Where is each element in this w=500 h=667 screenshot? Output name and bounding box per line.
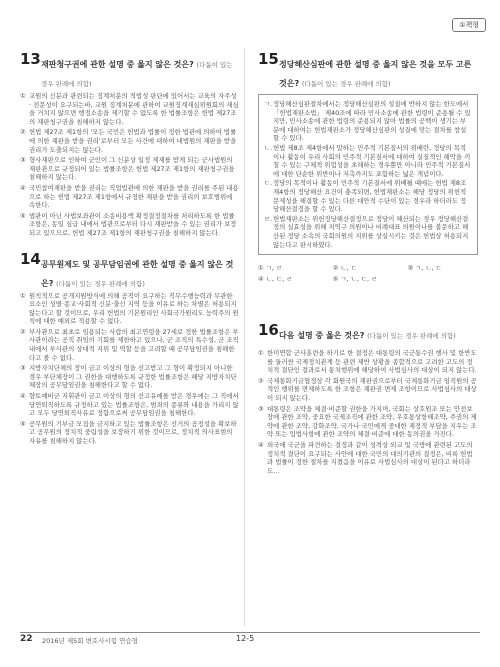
- option-mark: ①: [258, 349, 264, 358]
- question-16-header: [258, 323, 478, 347]
- page-footer: [0, 632, 500, 667]
- question-15-header: [258, 52, 478, 90]
- statement-text: 정당해산심판절차에서는 정당해산심판의 성질에 반하지 않는 한도에서 「헌법재판소법」 제40조에 따라 민사소송에 관한 법령이 준용될 수 있지만, 민사소송에 관한 법령의 준용되지 않아 법률의 공백이 생기는 부분에 대하여는 헌법재판소가 정당해산심판의 성질에 맞는 절차를 창설할 수 있다.: [273, 100, 471, 143]
- question-16-note: (다툼이 있는 경우 판례에 의함): [367, 332, 456, 341]
- question-16-options: [258, 349, 478, 475]
- option[interactable]: [20, 184, 240, 210]
- question-15-title: 정당해산심판에 관한 설명 중 옳지 않은 것을 모두 고른 것은? (다툼이 있는 경우 판례에 의함): [279, 60, 472, 88]
- option-text: 공무원의 기부금 모집을 금지하고 있는 법률조항은 선거의 공정성을 확보하고 공무원의 정치적 중립성을 보장하기 위한 것이므로, 정치적 의사표현의 자유를 침해하지 않는다.: [29, 419, 237, 445]
- option-mark: ②: [20, 327, 26, 336]
- option-mark: ⑤: [20, 211, 26, 220]
- choice[interactable]: ② ㄴ, ㄷ: [332, 264, 357, 273]
- option[interactable]: [20, 292, 240, 326]
- option-mark: ③: [258, 404, 264, 413]
- right-column: [258, 52, 478, 475]
- question-13-title: 재판청구권에 관한 설명 중 옳지 않은 것은? (다툼이 있는 경우 판례에 의함): [41, 60, 233, 88]
- option-text: 원칙적으로 공개지원방식에 의해 공직이 요구하는 직무수행능력과 무관한 요소인 성별·종교·사회적 신분·출신 지역 등을 이유로 하는 차별은 허용되지 않는다고 할 것이므로, 우리 헌법의 기본원리인 사회국가원리도 능력주의 원칙에 대한 예외로 적용할 수 없다.: [29, 291, 239, 326]
- statement-text: 헌법재판소는 위헌정당해산결정으로 정당이 해산되는 경우 정당해산결정의 실효성을 위해 지역구 의원이나 비례대표 의원이나를 불문하고 해산된 정당 소속의 국회의원의 지위를 상실시키는 것은 헌법상 허용되지 않는다고 판시하였다.: [273, 214, 469, 249]
- question-13-note: (다툼이 있는 경우 판례에 의함): [41, 61, 233, 88]
- question-14-title: 공무원제도 및 공무담임권에 관한 설명 중 옳지 않은 것은? (다툼이 있는 경우 판례에 의함): [41, 259, 234, 288]
- statement-item: [264, 215, 472, 249]
- statement-item: [264, 179, 472, 213]
- question-16-number: 16: [258, 321, 279, 340]
- statement-mark: ㄱ.: [264, 100, 273, 108]
- option-mark: ④: [20, 392, 26, 401]
- option-mark: ②: [258, 376, 264, 385]
- question-15-note: (다툼이 있는 경우 판례에 의함): [301, 80, 391, 88]
- option-text: 형사재판으로 인하여 군인이 그 신분상 일정 제재를 받게 되는 군사법원의 재판관으로 규정되어 있는 법률조항은 헌법 제27조 제1항의 재판청구권을 침해하지 않는다.: [29, 156, 235, 182]
- option-text: 대통령은 조약을 체결·비준할 권한을 가지며, 국회는 상호원조 또는 안전보장에 관한 조약, 중요한 국제조직에 관한 조약, 우호통상항해조약, 주권의 제약에 관한 조약, 강화조약, 국가나 국민에게 중대한 재정적 부담을 지우는 조약 또는 입법사항에 관한 조약의 체결·비준에 대한 동의권을 가진다.: [267, 404, 477, 439]
- option-text: 국민참여재판을 받을 권리는 직업법관에 의한 재판을 받을 권리를 주된 내용으로 하는 헌법 제27조 제1항에서 규정한 재판을 받을 권리의 보호범위에 속한다.: [29, 183, 239, 210]
- question-14-options: [20, 292, 240, 446]
- option[interactable]: [20, 364, 240, 390]
- option[interactable]: [20, 128, 240, 154]
- option[interactable]: [258, 349, 478, 375]
- option-text: 교원의 신분과 관련되는 징계처분의 적법성 판단에 있어서는 교육의 자주성 · 전문성이 요구되는바, 교원 징계처분에 관하여 교원징계재심위원회의 재심을 거치지 않으면 행정소송을 제기할 수 없도록 한 법률조항은 헌법 제27조의 재판청구권을 침해하지 않는다.: [29, 92, 239, 126]
- left-column: [20, 52, 240, 446]
- statement-mark: ㄷ.: [264, 179, 273, 188]
- option-text: 한미연합 군사훈련을 하기로 한 결정은 대통령의 국군통수권 행사 및 한반도를 둘러싼 국제정치관계 등 관련 제반 상황을 종합적으로 고려한 고도의 정치적 결단인 결과로서 통치행위에 해당하여 사법심사의 대상이 되지 않는다.: [267, 349, 477, 375]
- question-15-statement-box: [258, 94, 478, 255]
- option-text: 헌법 제27조 제1항의 '모든 국민은 헌법과 법률이 정한 법관에 의하여 법률에 의한 재판을 받을 권리'로부터 모든 사건에 대하여 대법원의 재판을 받을 권리가 도출되지는 않는다.: [29, 128, 237, 154]
- choice[interactable]: ④ ㄴ, ㄷ, ㄹ: [258, 275, 293, 284]
- statement-item: [264, 100, 472, 143]
- option-mark: ③: [20, 156, 26, 165]
- option[interactable]: [20, 420, 240, 446]
- question-14-note: (다툼이 있는 경우 판례에 의함): [56, 279, 145, 288]
- option[interactable]: [20, 92, 240, 126]
- question-15-number: 15: [258, 50, 279, 68]
- footer-rule: [20, 632, 480, 633]
- option-mark: ①: [20, 92, 26, 100]
- option-text: 향토예비군 지휘관이 금고 이상의 형의 선고유예를 받은 경우에는 그 직에서 당연퇴직하도록 규정하고 있는 법률조항은, 범죄의 종류와 내용을 가리지 않고 모두 당연퇴직사유로 정함으로써 공무담임권을 침해한다.: [29, 392, 239, 418]
- statement-mark: ㄴ.: [264, 143, 273, 152]
- booklet-type-badge: ①책형: [452, 18, 486, 32]
- question-13-number: 13: [20, 50, 41, 68]
- option[interactable]: [20, 156, 240, 182]
- column-divider: [244, 48, 245, 626]
- statement-text: 헌법 제8조 제4항에서 말하는 민주적 기본질서의 위배란, 정당의 목적이나 활동이 우리 사회의 민주적 기본질서에 대하여 실질적인 해악을 끼칠 수 있는 구체적 위험성을 초래하는 경우뿐만 아니라 민주적 기본질서에 대한 단순한 위반이나 저촉까지도 포함하는 넓은 개념이다.: [273, 143, 471, 178]
- question-14-number: 14: [20, 249, 41, 268]
- question-16-title: 다음 설명 중 옳은 것은? (다툼이 있는 경우 판례에 의함): [279, 331, 456, 341]
- question-15-choices: [258, 263, 478, 283]
- question-13-options: [20, 92, 240, 238]
- option-mark: ①: [20, 291, 26, 300]
- choice[interactable]: ① ㄱ, ㄹ: [258, 264, 283, 273]
- option-text: 부사관으로 최초로 임용되는 사람의 최고연령을 27세로 정한 법률조항은 부사관이라는 공직 취임의 기회를 제한하고 있으나, 군 조직의 특수성, 군 조직 내에서 부사관의 상대적 지위 및 역할 등을 고려할 때 공무담임권을 침해한다고 볼 수 없다.: [29, 327, 239, 362]
- option-mark: ⑤: [20, 419, 26, 428]
- option-text: 국제통화기금협정상 각 회원국의 재판권으로부터 국제통화기금 임직원의 공적인 행위를 면제하도록 한 조항은 재판권 면제 조항이므로 사법심사의 대상이 되지 않는다.: [267, 376, 477, 403]
- option-mark: ②: [20, 128, 26, 137]
- option-mark: ③: [20, 364, 26, 373]
- option-text: 법관이 아닌 사법보좌관이 소송비용액 확정결정절차를 처리하도록 한 법률조항은, 동일 심급 내에서 법관으로부터 다시 재판받을 수 있는 권리가 보장되고 있으므로, 헌법 제27조 제1항의 재판청구권을 침해하지 않는다.: [29, 211, 237, 237]
- option[interactable]: [20, 328, 240, 362]
- exam-source: 2016년 제5회 변호사시험 연습형: [42, 637, 138, 645]
- question-14-header: [20, 249, 240, 290]
- option[interactable]: [258, 441, 478, 475]
- page-number: 22: [20, 634, 33, 644]
- choice[interactable]: ③ ㄱ, ㄴ, ㄷ: [407, 264, 442, 273]
- option-text: 지방자치단체의 장이 금고 이상의 형을 선고받고 그 형이 확정되지 아니한 경우 부단체장이 그 권한을 대행하도록 규정한 법률조항은 해당 지방자치단체장의 공무담임권을 침해한다고 할 수 없다.: [29, 364, 237, 390]
- choice[interactable]: ⑤ ㄱ, ㄴ, ㄷ, ㄹ: [332, 275, 378, 284]
- option-text: 외국에 국군을 파견하는 결정과 같이 성격상 외교 및 국방에 관련된 고도의 정치적 결단이 요구되는 사안에 대한 국민의 대의기관의 결정은, 비록 헌법과 법률이 정한 절차를 지켰음을 이유로 사법심사의 대상이 된다고 하더라도...: [267, 441, 473, 475]
- option[interactable]: [258, 405, 478, 439]
- question-13-header: [20, 52, 240, 90]
- option[interactable]: [258, 377, 478, 403]
- option[interactable]: [20, 212, 240, 238]
- option-mark: ④: [20, 183, 26, 192]
- option-mark: ④: [258, 441, 264, 450]
- sheet-code: 12-5: [236, 634, 255, 643]
- statement-text: 정당의 목적이나 활동이 민주적 기본질서에 위배될 때에는 헌법 제8조 제4항의 정당해산 요건이 충족되면, 헌법재판소는 해당 정당의 위헌적 문제성을 해결할 수 있는 다른 대안적 수단이 있는 경우라 하더라도 정당해산결정을 할 수 있다.: [273, 179, 467, 214]
- statement-item: [264, 144, 472, 178]
- option[interactable]: [20, 392, 240, 418]
- statement-mark: ㄹ.: [264, 214, 273, 223]
